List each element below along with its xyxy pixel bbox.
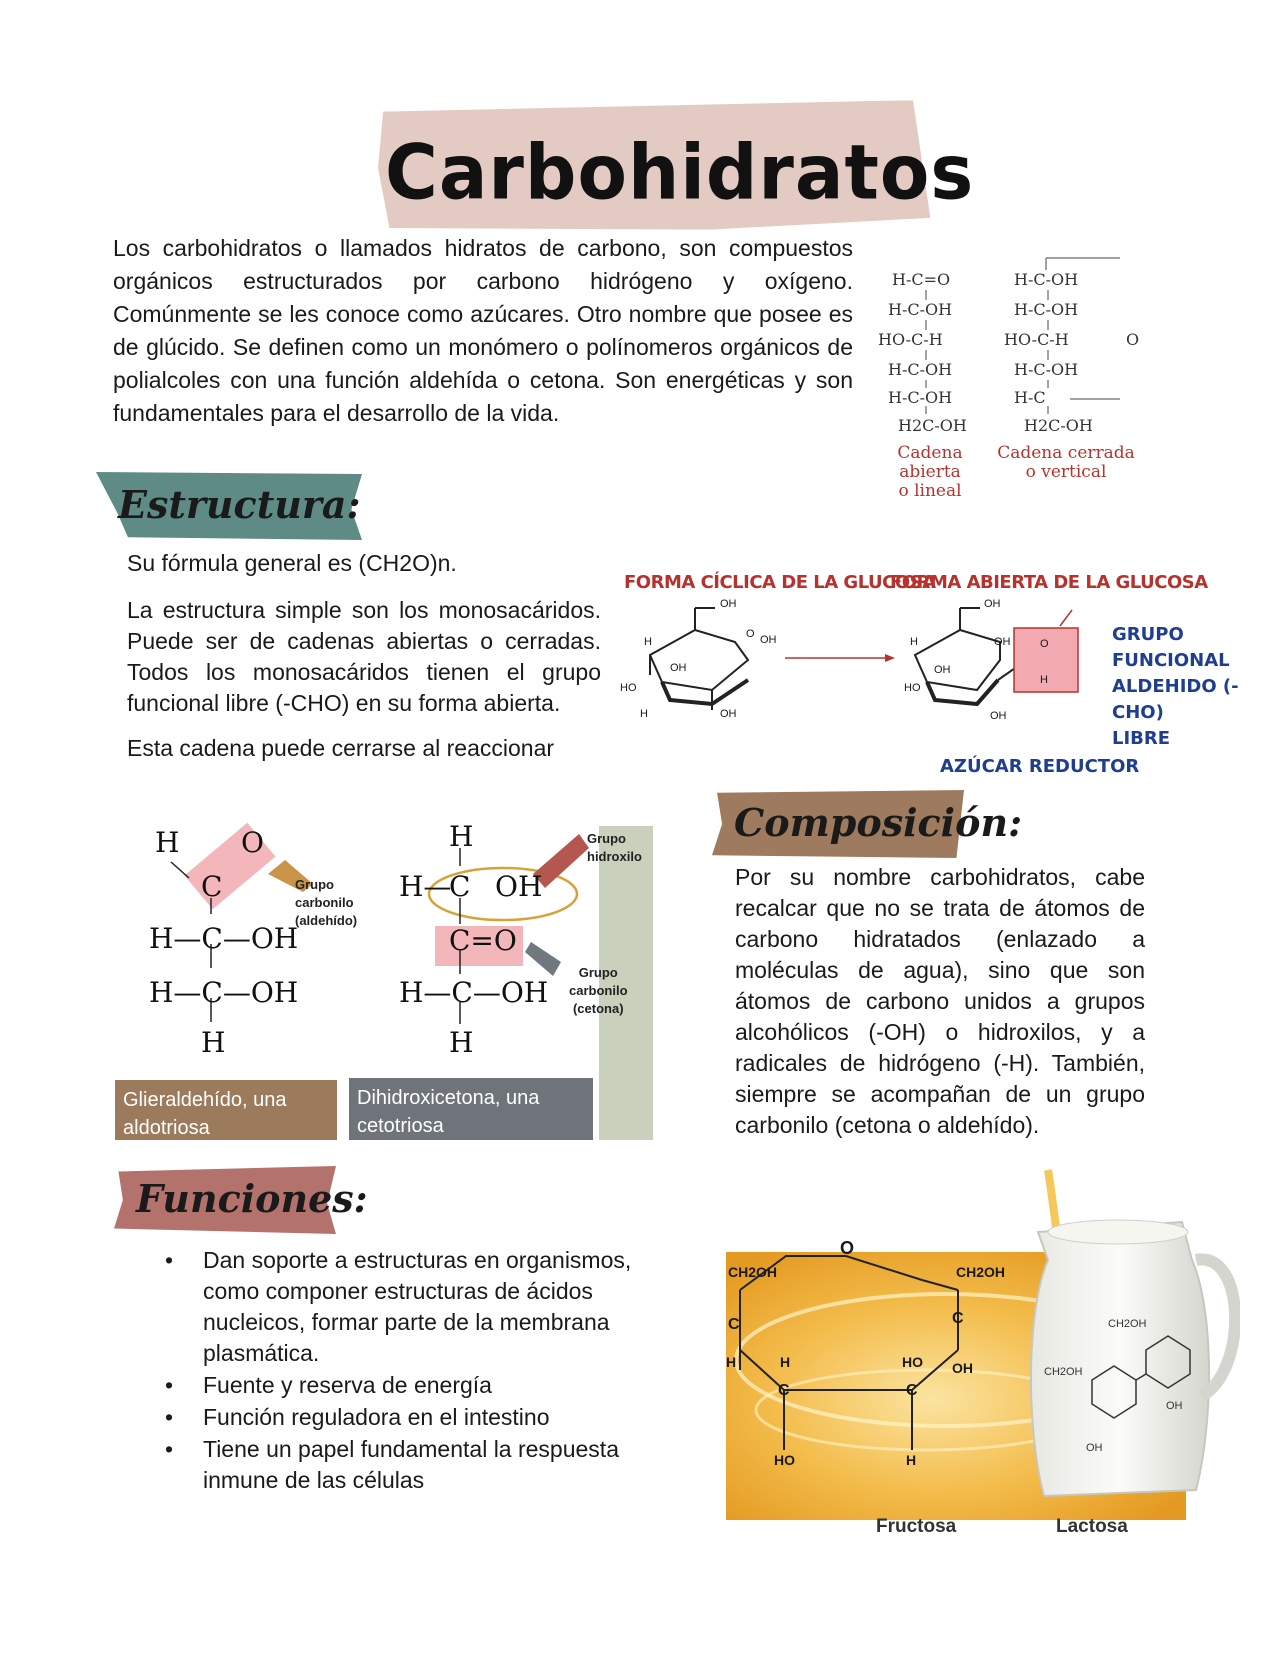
list-item: • Función reguladora en el intestino	[165, 1402, 685, 1433]
open-glucose-title: FORMA ABIERTA DE LA GLUCOSA	[890, 572, 1208, 593]
composicion-paragraph: Por su nombre carbohidratos, cabe recalcar que no se trata de átomos de carbono hidratados (enlazado a moléculas de agua), sino que son átomos de carbono unidos a grupos alcohólicos (-OH) o hidroxilos, y a radicales de hidrógeno (-H). También, siempre se acompañan de un grupo carbonilo (cetona o aldehído).	[735, 864, 1145, 1138]
open-caption-2: o lineal	[898, 481, 962, 501]
honey-milk-picture	[726, 1160, 1240, 1520]
intro-paragraph: Los carbohidratos o llamados hidratos de carbono, son compuestos orgánicos estructurados por carbono hidrógeno y oxígeno. Comúnmente se les conoce como azúcares. Otro nombre que posee es de glúcido. Se definen como un monómero o polínomeros orgánicos de polialcoles con una función aldehída o cetona. Son energéticas y son fundamentales para el desarrollo de la vida.	[113, 235, 853, 426]
label-line: Grupo	[295, 877, 334, 892]
glicer-caption: Glieraldehído, una aldotriosa	[115, 1080, 337, 1140]
composicion-heading: Composición:	[734, 800, 1023, 845]
lactosa-label: Lactosa	[1056, 1516, 1128, 1537]
estructura-formula: Su fórmula general es (CH2O)n.	[127, 550, 457, 576]
closed-caption-2: o vertical	[1025, 462, 1107, 482]
sugar-ring-o: O	[840, 1238, 855, 1258]
open-chain-row: H2C-OH	[898, 416, 967, 435]
sugar-h: H	[906, 1452, 917, 1468]
closed-caption-1: Cadena cerrada	[997, 443, 1135, 463]
label-oh: OH	[934, 664, 951, 676]
glicer-h-top: H	[155, 826, 180, 859]
closed-chain-row: H-C-OH	[1014, 300, 1079, 319]
closed-chain-row: H-C-OH	[1014, 360, 1079, 379]
open-chain-row: H-C-OH	[888, 300, 953, 319]
sugar-oh: OH	[952, 1360, 973, 1376]
label-oh: OH	[990, 710, 1007, 722]
dihidroxi-h-top: H	[449, 820, 474, 853]
dihidroxi-row: H—C—OH	[399, 976, 549, 1009]
funciones-list	[165, 1245, 685, 1497]
label-h: H	[644, 636, 652, 648]
list-item: • Tiene un papel fundamental la respuesta inmune de las células	[165, 1434, 685, 1496]
dihidroxi-ceo: C=O	[449, 924, 517, 957]
glicer-c: C	[201, 870, 223, 903]
label-line: Grupo	[578, 965, 618, 980]
grupo-hidroxilo-label	[587, 830, 642, 866]
cyclic-glucose-title: FORMA CÍCLICA DE LA GLUCOSA	[624, 572, 936, 593]
label-oh: OH	[720, 598, 737, 610]
label-ho: HO	[904, 682, 921, 694]
sugars-illustration	[726, 1160, 1240, 1560]
dihidroxi-c: C	[449, 870, 471, 903]
open-caption-1: Cadena abierta	[897, 443, 963, 482]
label-o: O	[746, 628, 755, 640]
label-line: Grupo	[587, 831, 626, 846]
label-oh: OH	[670, 662, 687, 674]
open-chain-row: H-C=O	[892, 270, 951, 289]
sugar-c: C	[778, 1382, 790, 1399]
glucose-diagram	[620, 570, 1260, 790]
glicer-row: H—C—OH	[149, 976, 299, 1009]
closed-chain-row: H-C	[1014, 388, 1046, 407]
estructura-heading-tag	[96, 472, 362, 540]
glicer-o: O	[241, 826, 264, 859]
fructosa-label: Fructosa	[876, 1516, 957, 1537]
label-h: H	[1040, 674, 1048, 686]
group-line-2: ALDEHIDO (-CHO)	[1112, 676, 1239, 723]
label-h: H	[640, 708, 648, 720]
functional-group-label	[1112, 622, 1260, 752]
label-line: carbonilo	[295, 895, 354, 910]
open-chain-caption	[870, 444, 990, 501]
label-line: (cetona)	[572, 1001, 624, 1016]
open-chain-row: H-C-OH	[888, 360, 953, 379]
sugar-h: H	[780, 1354, 791, 1370]
grupo-carbonilo-cet-label	[569, 964, 628, 1018]
grupo-carbonilo-ald-label	[295, 876, 357, 930]
closed-chain-row: H2C-OH	[1024, 416, 1093, 435]
funciones-heading: Funciones:	[136, 1176, 368, 1221]
label-line: hidroxilo	[587, 849, 642, 864]
estructura-text	[127, 548, 601, 796]
lactose-oh: OH	[1166, 1400, 1183, 1412]
lactose-ch2oh: CH2OH	[1044, 1366, 1083, 1378]
glicer-h-bottom: H	[201, 1026, 226, 1059]
sugar-ho: HO	[902, 1354, 923, 1370]
lactose-oh: OH	[1086, 1442, 1103, 1454]
chains-diagram	[870, 256, 1150, 501]
glicer-row: H—C—OH	[149, 922, 299, 955]
sugar-ho: HO	[774, 1452, 795, 1468]
closed-chain-row: H-C-OH	[1014, 270, 1079, 289]
label-oh: OH	[760, 634, 777, 646]
reducing-sugar-label: AZÚCAR REDUCTOR	[940, 756, 1140, 777]
trioses-diagram	[113, 820, 653, 1140]
label-o: O	[1040, 638, 1049, 650]
label-oh: OH	[984, 598, 1001, 610]
label-oh: OH	[994, 636, 1011, 648]
dihidroxi-caption: Dihidroxicetona, una cetotriosa	[349, 1078, 593, 1140]
group-line-1: GRUPO FUNCIONAL	[1112, 624, 1230, 671]
sugar-ch2oh-right: CH2OH	[956, 1264, 1006, 1280]
group-line-3: LIBRE	[1112, 728, 1171, 749]
estructura-paragraph-cut: Esta cadena puede cerrarse al reaccionar	[127, 735, 555, 761]
funciones-heading-tag	[114, 1166, 368, 1234]
ring-oxygen: O	[1126, 330, 1140, 349]
estructura-heading: Estructura:	[118, 482, 361, 527]
open-chain-row: HO-C-H	[878, 330, 943, 349]
sugar-ch2oh-left: CH2OH	[728, 1264, 778, 1280]
closed-chain-caption	[996, 444, 1136, 482]
sugar-c: C	[728, 1316, 740, 1333]
label-line: carbonilo	[569, 983, 628, 998]
dihidroxi-h-dash: H—	[399, 870, 452, 903]
sugar-c: C	[906, 1382, 918, 1399]
label-h: H	[910, 636, 918, 648]
label-oh: OH	[720, 708, 737, 720]
list-item: • Fuente y reserva de energía	[165, 1370, 685, 1401]
dihidroxi-h-bottom: H	[449, 1026, 474, 1059]
page-title: Carbohidratos	[385, 127, 975, 217]
label-ho: HO	[620, 682, 637, 694]
lactose-ch2oh: CH2OH	[1108, 1318, 1147, 1330]
sugar-c: C	[952, 1310, 964, 1327]
sugar-h: H	[726, 1354, 737, 1370]
dihidroxi-oh: OH	[495, 870, 543, 903]
open-chain-row: H-C-OH	[888, 388, 953, 407]
estructura-paragraph: La estructura simple son los monosacáridos. Puede ser de cadenas abiertas o cerradas. Todos los monosacáridos tienen el grupo funcional libre (-CHO) en su forma abierta.	[127, 597, 601, 716]
label-line: (aldehído)	[295, 913, 358, 928]
composicion-heading-tag	[712, 790, 1023, 858]
closed-chain-row: HO-C-H	[1004, 330, 1069, 349]
list-item: • Dan soporte a estructuras en organismos, como componer estructuras de ácidos nucleicos, formar parte de la membrana plasmática.	[165, 1245, 685, 1369]
